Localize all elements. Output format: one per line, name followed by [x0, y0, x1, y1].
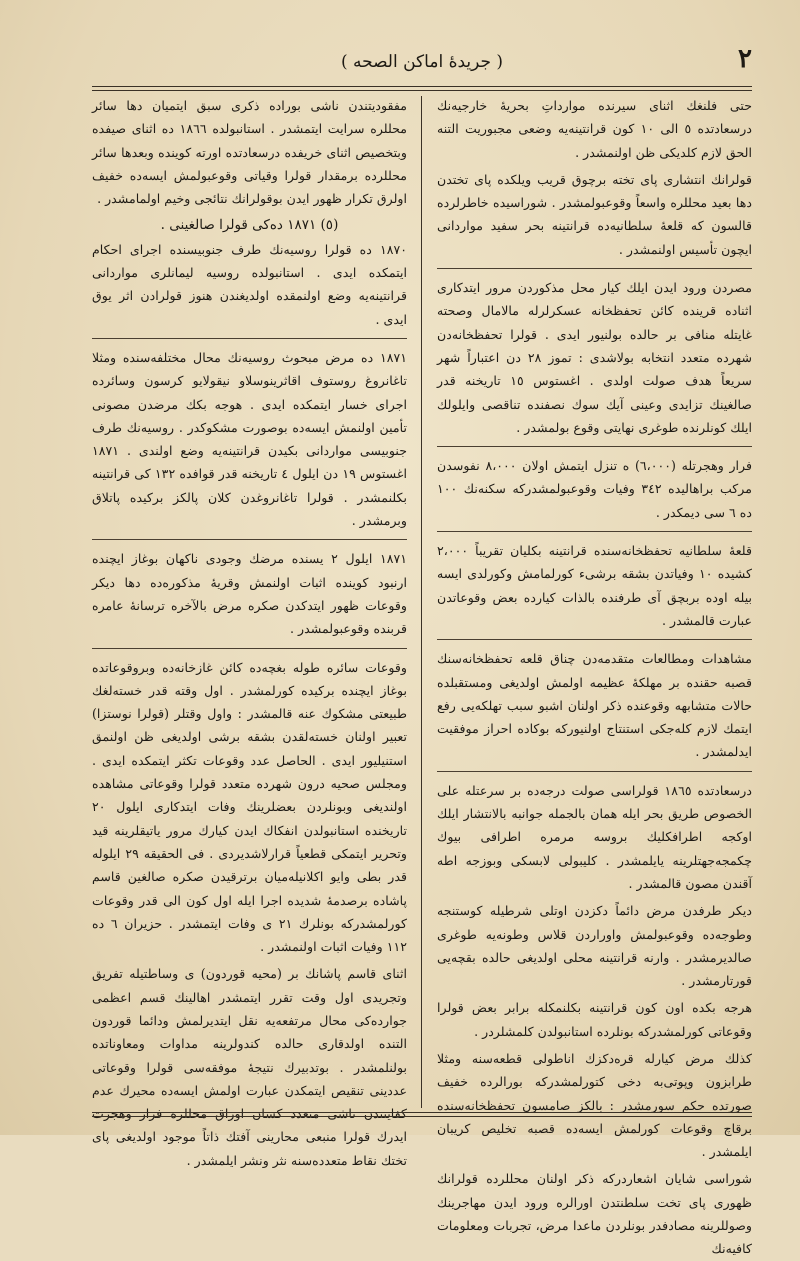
header-rule-outer	[92, 86, 752, 87]
paragraph: هرجه بکده اون کون قرانتینه بکلنمکله برابر بعض قولرا وقوعاتی کورلمشدرکه بونلرده استانبولدن کلمشلردر .	[437, 1000, 752, 1039]
paragraph: فرار وهجرتله (٦،٠٠٠) ه تنزل ایتمش اولان ٨،٠٠٠ نفوسدن مرکب براهالیده ٣٤٢ وفیات وقوعبولمشدرکه سکنه‌نك ١٠٠ ده ٦ سی دیمکدر .	[437, 458, 753, 520]
paragraph: قلعهٔ سلطانیه تحفظخانه‌سنده قرانتینه بکلیان تقریباً ٢،٠٠٠ کشیده ١٠ وفیاتدن بشقه برشیء کورلمامش وکورلدی ایسه بیله اوده بربچق آی طرفنده بالذات کیارده بعض وقوعاتدن عبارت قالمشدر .	[437, 543, 752, 628]
paragraph: ١٨٧١ ده مرض مبحوث روسیه‌نك محال مختلفه‌سنده ومثلا تاغانروغ روستوف اقاثرینوسلاو نیقولایو کرسون وسائرده اجرای خسار ایتمکده ایدی . هوجه بکك مرضدن مصونی تأمین اولنمش ایسه‌ده بوصورت مشکوکدر . روسیه‌نك طرف جنوبیسی مواردانی بکیدن قرانتینه‌یه وضع اولندی . ١٨٧١ اغستوس ١٩ دن ایلول ٤ تاریخنه قدر قوافده ١٣٢ کی قرانتینه بکلنمشدر . قولرا تاغانروغدن کلان پالکز برکیده پاتلاق وبرمشدر .	[92, 349, 407, 529]
paragraph: قولرانك انتشاری پای تخته برچوق قریب ویلکده پای تختدن دها بعید محللره واسعاً وقوعبولمشدر . شوراسیده خاطرلرده قالسون که قلعهٔ سلطانیه‌ده قرانتینه بحر سفید مواردانی ایچون تأسیس اولنمشدر .	[437, 171, 752, 257]
paragraph-separator	[437, 531, 752, 532]
header-rule-inner	[92, 90, 752, 91]
paragraph-separator	[92, 648, 407, 649]
paragraph: وقوعات سائره طوله بغچه‌ده کائن غازخانه‌ده وبروقوعاتده بوغاز ایچنده برکیده کورلمشدر . اول وقته قدر خسته‌لغك طبیعتی مشکوك عنه قالمشدر : واول وقتلر (قولرا نوستزا) تعبیر اولنان خسته‌لقدن بشقه برشی اولدیغی ظن اولنمق استنیلیور ایدی . الحاصل عدد وقوعات تکثر ایتمکده ایدی . ومجلس صحیه درون شهرده متعدد قولرا وقوعاتی مشاهده اولندیغی وبونلردن بعضلرینك وفات ایتدکاری ایلول ٢٠ تاریخنده استانبولدن انفکاك ایدن کیارك مرور یاتیقلرینه قید وتحریر ایتمکی قطعیاً قرارلاشدیردی . فی الحقیقه ٢٩ ایلوله قدر بطی وایو اکلانیله‌میان برترقیدن صکره صالغین قاسم پاشاده برصدمهٔ شدیده اجرا ایله اول کون الی قدر وقوعات کورلمشدرکه بونلرك ٢١ ی وفات ایتمشدر . حزیران ٦ ده ١١٢ وفیات اثبات اولنمشدر .	[92, 659, 407, 955]
paragraph: مفقودیتندن ناشی بوراده ذکری سبق ایتمیان دها سائر محللره سرایت ایتمشدر . استانبولده ١٨٦٦ ده اثنای صیفده وبتخصیص اثنای خریفده درسعادتده اورته کوینده وبعدها سائر محللرده برمقدار قولرا وقیاتی وقوعبولمش ایسه‌ده خفیف اولرق تکرار ظهور ایدن بوقولرانك نتائجی وخیم اولمامشدر .	[92, 98, 407, 207]
paragraph-separator	[92, 338, 407, 339]
paragraph: مصردن ورود ایدن ایلك کیار محل مذکوردن مرور ایتدکاری اثناده قرینده کائن تحفظخانه عسکرلرله مالامال وصحته غایتله منافی بر حالده بولنیور ایدی . قولرا تحفظخانه‌دن شهرده متعدد انتخابه بولاشدی : تموز ٢٨ دن اعتباراً شهر سریعاً هدف صولت اولدی . اغستوس ١٥ تاریخنه قدر صالغینك تزایدی وعینی آیك سوك نصفنده تناقصی وایلولك ایلك کونلرنده طوغری نهایتی وقوع بولمشدر .	[437, 280, 752, 435]
footer-rule-outer	[92, 1112, 752, 1113]
paragraph: دیکر طرفدن مرض دائماً دکزدن اوتلی شرطیله کوستنجه وطوجه‌ده وقوعبولمش واوراردن قلاس وطونه‌یه طوغری صالدیرمشدر . وارنه قرانتینه محلی اولدیغی حالده بقچه‌یی قورتارمشدر .	[437, 903, 752, 989]
paragraph: درسعادتده ١٨٦٥ قولراسی صولت درجه‌ده بر سرعتله علی الخصوص طریق بحر ایله همان بالجمله جوانبه بالانتشار ایلك اوکجه اطرافکلیك بروسه مرمره اطرافی بیوك چکمجه‌جهتلرینه یایلمشدر . کلیبولی لابسکی وبوزجه اطه آقندن مصون قالمشدر .	[437, 782, 752, 891]
paragraph: شوراسی شایان اشعاردرکه ذکر اولنان محللرده قولرانك ظهوری پای تخت سلطنتدن اورالره ورود ایدن مهاجرینك وصوللرینه مصادفدر بونلردن ماعدا مرض، تجربات ومعلومات کافیه‌نك	[437, 1171, 752, 1257]
right-column	[437, 94, 753, 1257]
paragraph-separator	[437, 268, 752, 269]
paragraph: کذلك مرض کیارله قره‌دکزك اناطولی قطعه‌سنه ومثلا طرابزون وپوتی‌به دخی کتورلمشدرکه بورالرده خفیف صورتده حکم سورمشدر : بالکز صامسون تحفظخانه‌سنده برقاچ وقوعات کورلمش ایسه‌ده قصبه تخلیص کریبان ایلمشدر .	[437, 1050, 752, 1160]
paragraph-separator	[437, 446, 752, 447]
paragraph-separator	[437, 639, 752, 640]
page-number: ٢	[738, 44, 752, 74]
paragraph: ١٨٧٠ ده قولرا روسیه‌نك طرف جنوبیسنده اجرای احکام ایتمکده ایدی . استانبولده روسیه لیمانلری مواردانی قرانتینه‌یه وضع اولنمقده اولدیغندن هنوز قولرادن اثر یوق ایدی .	[92, 241, 407, 327]
running-title: ( جريدهٔ اماكن الصحه )	[340, 52, 504, 72]
section-title: (٥) ١٨٧١ ده‌کی قولرا صالغینی .	[160, 217, 339, 234]
paragraph-separator	[92, 539, 407, 540]
paragraph: اثنای قاسم پاشانك بر (محیه قوردون) ی وساطتیله تفریق وتجریدی اول وقت تقرر ایتمشدر اهالینك قسم اعظمی جوارده‌کی محال مرتفعه‌یه نقل ایتدیرلمش ودائما قوردون التنده اولدقاری حالده کندولرینه مداوات ومعاوناتده بولنلمشدر . بوتدبیرك نتیجهٔ موفقه‌سی قولرا وقوعاتی عددینی تنقیص ایتمکدن عبارت اولمش ایسه‌ده محیرك عدم کفایتندن ناشی متعدد کسان اوزاق محللره فرار وهجرت ایدرك قولرا منبعی محارینی آفتك ذاتاً موجود اولدیغی پای تختك نقاط متعدده‌سنه نثر ونشر ایلمشدر .	[92, 966, 407, 1168]
footer-rule-inner	[92, 1116, 752, 1117]
paragraph-separator	[437, 771, 752, 772]
paragraph: مشاهدات ومطالعات متقدمه‌دن چناق قلعه تحفظخانه‌سنك قصبه حقنده بر مهلکهٔ عظیمه اولمش اولدیغی ومستقبلده حالات متشابهه وقوعنده ذکر اولنان اشبو سبب تهلکه‌یی رفع ایتمك لازم کله‌جکی استنتاج اولنیورکه بوکاده احراز موفقیت ایدلمشدر .	[437, 651, 752, 760]
paragraph: ١٨٧١ ایلول ٢ یسنده مرضك وجودی ناکهان بوغاز ایچنده ارنبود کوینده اثبات اولنمش وقریهٔ مذکوره‌ده دها دیکر وقوعات ظهور ایتدکدن صکره مرض بالآخره ترسانهٔ عامره قربنده وقوعبولمشدر .	[92, 551, 407, 637]
page-header	[92, 44, 752, 84]
column-divider	[421, 96, 422, 1108]
paragraph: حتی فلنغك اثنای سیرنده موارداتِ بحریهٔ خارجیه‌نك درسعادتده ٥ الی ١٠ کون قرانتینه‌یه وضعی مجبوریت التنه الحق لازم کلدیکی ظن اولنمشدر .	[437, 98, 753, 160]
two-column-body	[92, 94, 753, 1257]
left-column	[92, 94, 407, 1168]
